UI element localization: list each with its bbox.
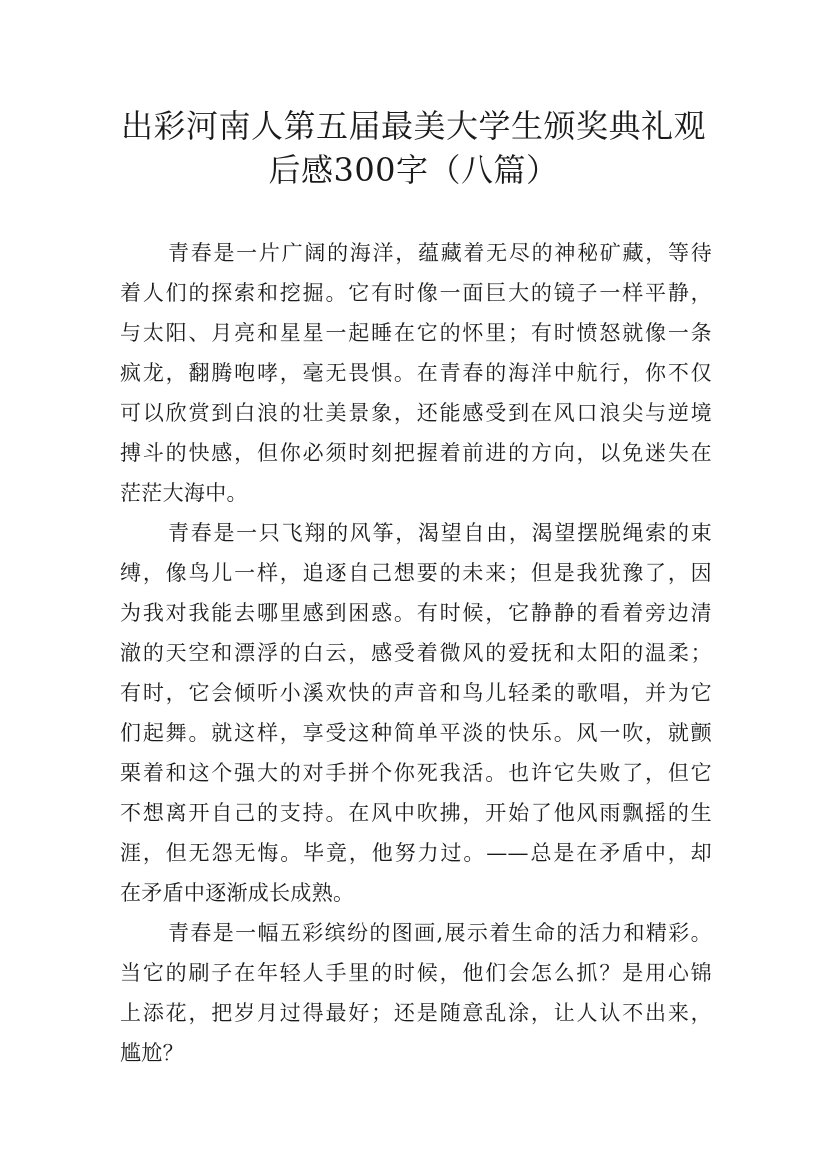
text-line: 上添花，把岁月过得最好；还是随意乱涂，让人认不出来， [120,1001,712,1025]
text-line: 青春是一幅五彩缤纷的图画,展示着生命的活力和精彩。 [168,921,712,945]
text-line: 栗着和这个强大的对手拼个你死我活。也许它失败了，但它 [120,761,712,785]
title-line-1: 出彩河南人第五届最美大学生颁奖典礼观 [120,107,706,145]
paragraph [120,513,712,913]
text-line: 在矛盾中逐渐成长成熟。 [120,881,355,905]
text-line: 有时，它会倾听小溪欢快的声音和鸟儿轻柔的歌唱，并为它 [120,681,712,705]
text-line: 茫茫大海中。 [120,481,248,505]
paragraph [120,233,712,513]
title-line-2: 后感300字（八篇） [268,151,559,189]
text-line: 不想离开自己的支持。在风中吹拂，开始了他风雨飘摇的生 [120,801,712,825]
document-body [120,233,712,1073]
page-title [100,104,727,192]
text-line: 青春是一片广阔的海洋，蕴藏着无尽的神秘矿藏，等待 [168,241,712,265]
text-line: 们起舞。就这样，享受这种简单平淡的快乐。风一吹，就颤 [120,721,712,745]
text-line: 青春是一只飞翔的风筝，渴望自由，渴望摆脱绳索的束 [168,521,712,545]
text-line: 缚，像鸟儿一样，追逐自己想要的未来；但是我犹豫了，因 [120,561,712,585]
text-line: 涯，但无怨无悔。毕竟，他努力过。——总是在矛盾中，却 [120,841,712,865]
text-line: 当它的刷子在年轻人手里的时候，他们会怎么抓？是用心锦 [120,961,712,985]
text-line: 尴尬？ [120,1041,184,1065]
text-line: 与太阳、月亮和星星一起睡在它的怀里；有时愤怒就像一条 [120,321,712,345]
paragraph [120,913,712,1073]
text-line: 可以欣赏到白浪的壮美景象，还能感受到在风口浪尖与逆境 [120,401,712,425]
text-line: 疯龙，翻腾咆哮，毫无畏惧。在青春的海洋中航行，你不仅 [120,361,712,385]
text-line: 为我对我能去哪里感到困惑。有时候，它静静的看着旁边清 [120,601,712,625]
text-line: 澈的天空和漂浮的白云，感受着微风的爱抚和太阳的温柔； [120,641,712,665]
text-line: 着人们的探索和挖掘。它有时像一面巨大的镜子一样平静， [120,281,712,305]
text-line: 搏斗的快感，但你必须时刻把握着前进的方向，以免迷失在 [120,441,712,465]
